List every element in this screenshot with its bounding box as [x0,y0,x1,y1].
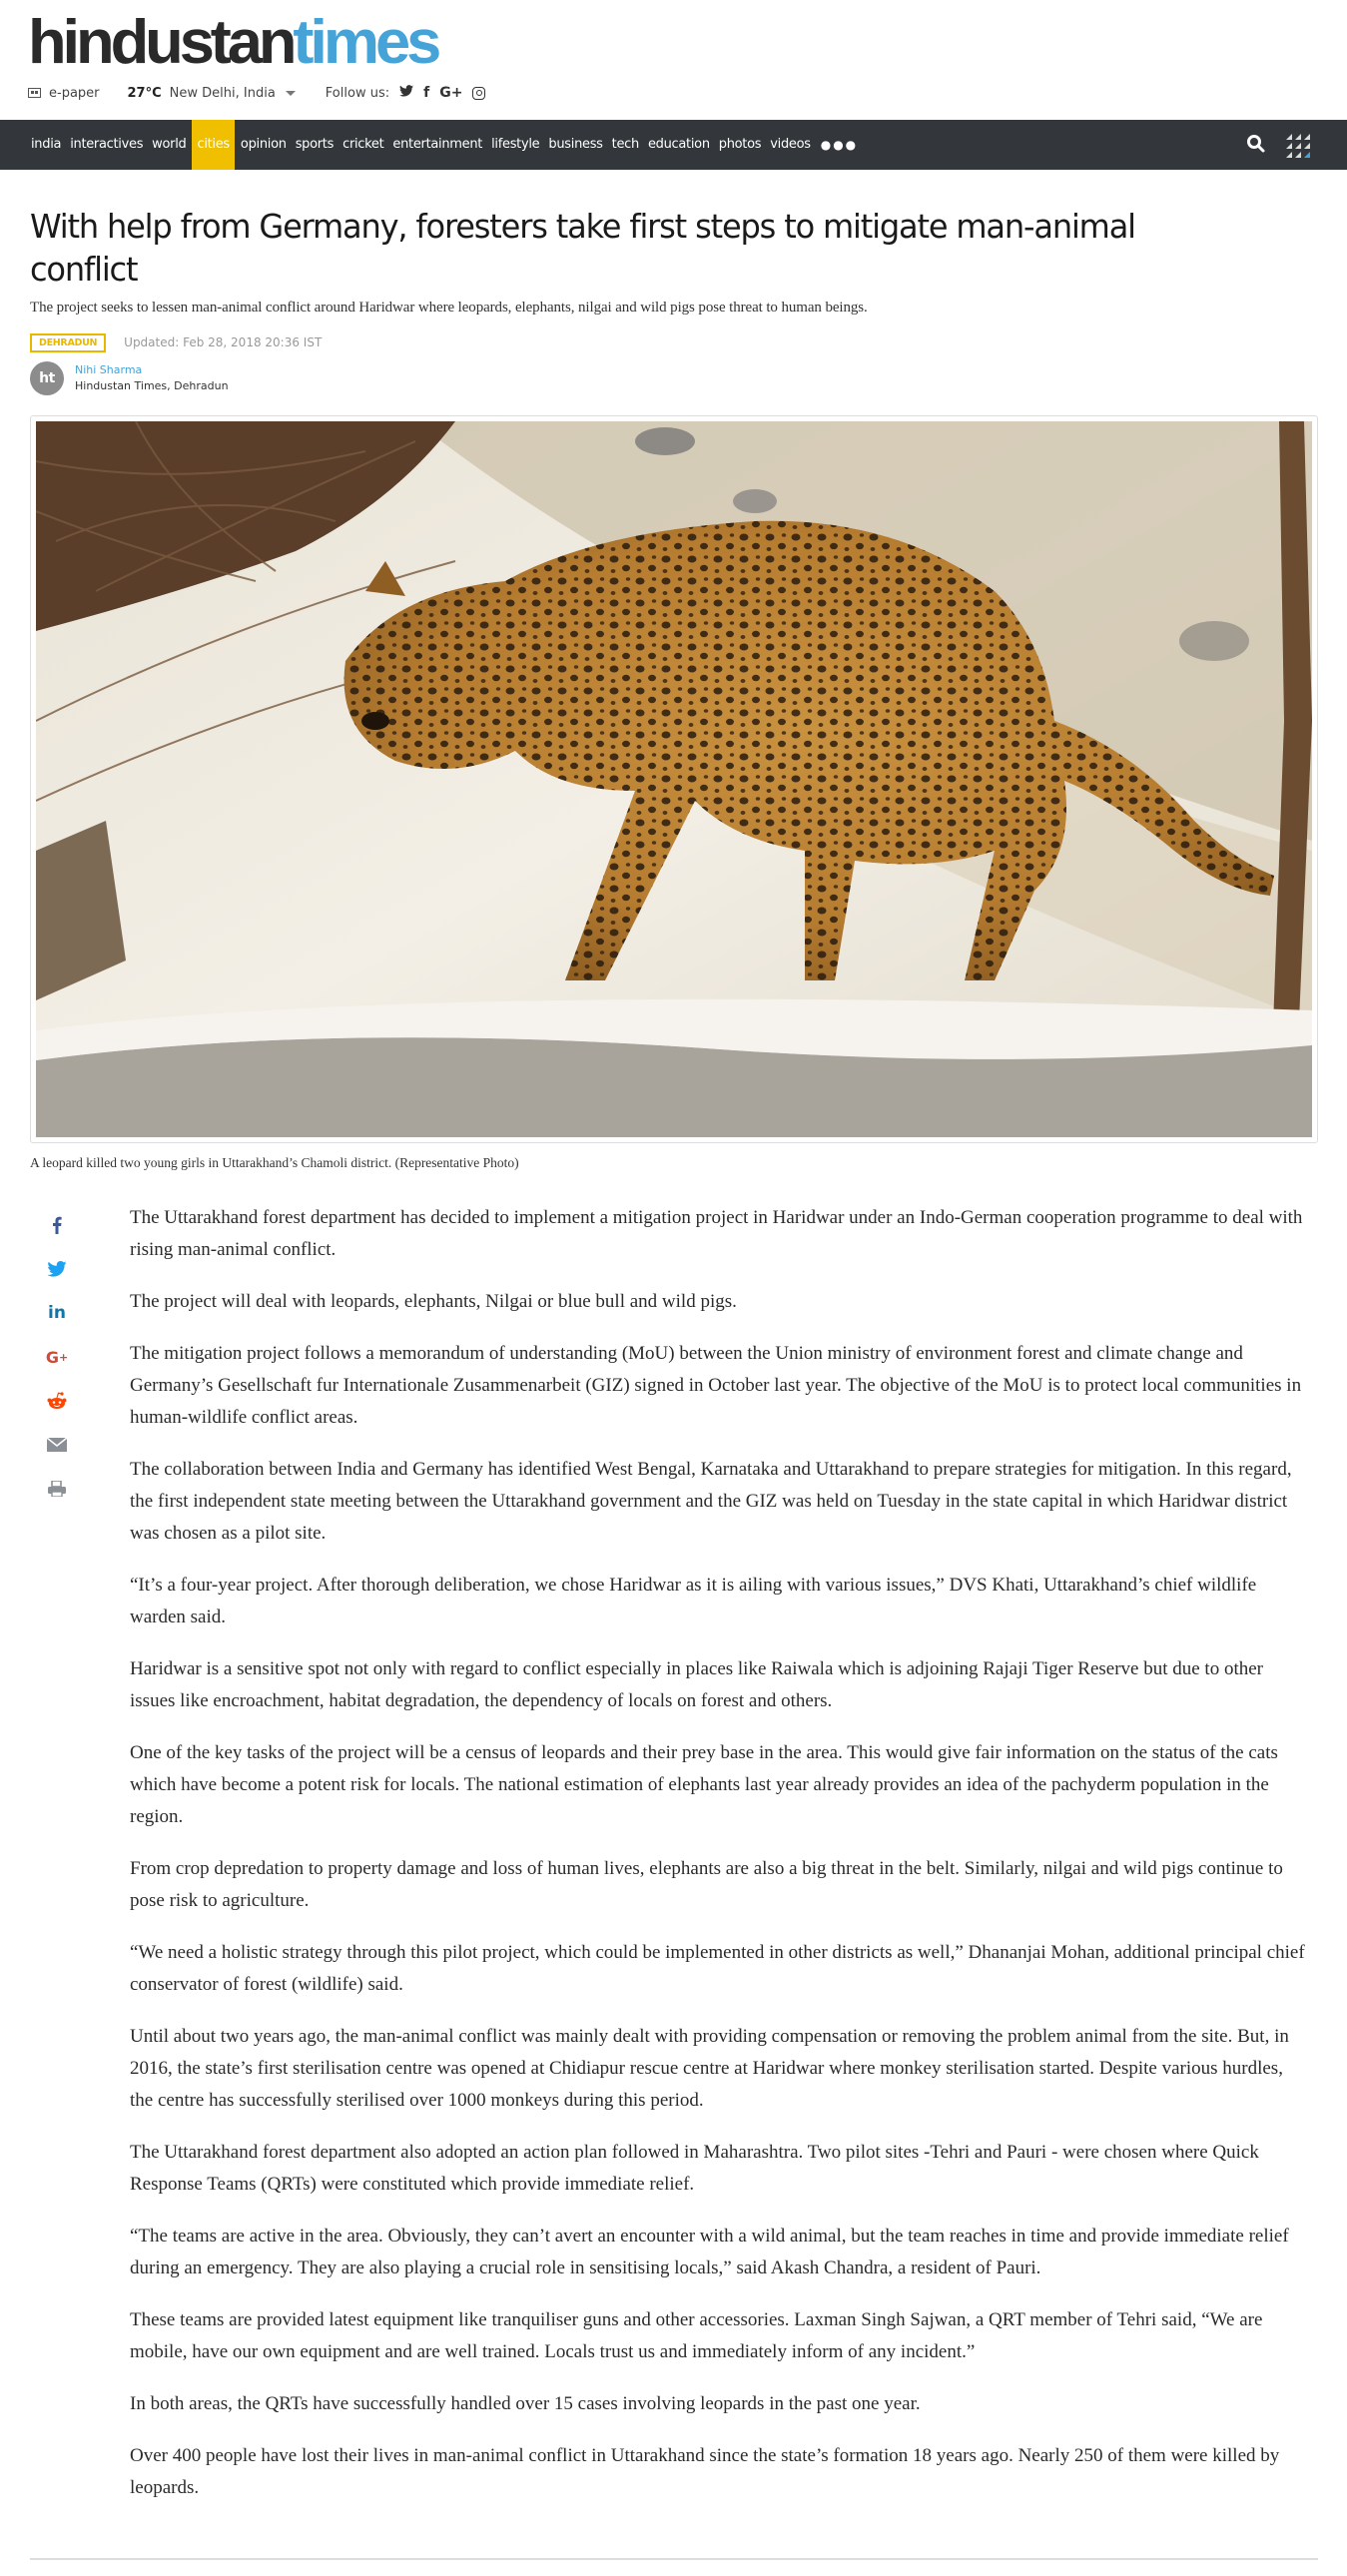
logo-hindustan: hindustan [28,8,294,77]
article-headline: With help from Germany, foresters take first steps to mitigate man-animal conflict [30,207,1135,289]
nav-item-opinion[interactable]: opinion [240,137,287,152]
author-name-link[interactable]: Nihi Sharma [75,363,143,376]
main-nav [0,120,1347,170]
nav-item-world[interactable]: world [152,137,187,152]
share-sidebar [44,1214,70,1522]
facebook-share-icon[interactable] [44,1214,70,1236]
nav-item-entertainment[interactable]: entertainment [392,137,483,152]
updated-timestamp: Updated: Feb 28, 2018 20:36 IST [124,335,323,349]
avatar: ht [30,361,64,395]
nav-item-tech[interactable]: tech [611,137,639,152]
article-paragraph: Over 400 people have lost their lives in man-animal conflict in Uttarakhand since the state’s formation 18 years ago. Nearly 250 of them were killed by leopards. [130,2445,1280,2498]
image-caption: A leopard killed two young girls in Uttarakhand’s Chamoli district. (Representative Photo) [30,1155,519,1170]
article-paragraph: One of the key tasks of the project will be a census of leopards and their prey base in the area. This would give fair information on the status of the cats which have become a potent risk for locals. The national estimation of elephants last year already provides an idea of the pachyderm population in the region. [130,1742,1278,1827]
article-paragraph: In both areas, the QRTs have successfully handled over 15 cases involving leopards in the past one year. [130,2393,921,2414]
logo-times: times [293,8,438,77]
print-icon[interactable] [44,1478,70,1500]
more-menu-icon[interactable]: ●●● [820,138,859,152]
search-icon[interactable] [1246,134,1266,154]
epaper-link[interactable]: e-paper [49,85,100,101]
google-plus-icon[interactable]: G+ [439,85,463,101]
article-paragraph: From crop depredation to property damage and loss of human lives, elephants are also a big threat in the belt. Similarly, nilgai and wild pigs continue to pose risk to agriculture. [130,1858,1283,1911]
nav-item-videos[interactable]: videos [770,137,811,152]
article-paragraph: Haridwar is a sensitive spot not only with regard to conflict especially in places like Raiwala which is adjoining Rajaji Tiger Reserve but due to other issues like encroachment, habitat degradation, the dependency of locals on forest and others. [130,1658,1263,1711]
article-summary: The project seeks to lessen man-animal conflict around Haridwar where leopards, elephants, nilgai and wild pigs pose threat to human beings. [30,300,868,316]
utility-bar [28,82,485,104]
twitter-icon[interactable] [399,85,413,101]
reddit-share-icon[interactable] [44,1390,70,1412]
lead-image-leopard [36,421,1312,1137]
article-paragraph: The Uttarakhand forest department also adopted an action plan followed in Maharashtra. Two pilot sites -Tehri and Pauri - were chosen where Quick Response Teams (QRTs) were constituted which provide immediate relief. [130,2142,1259,2195]
article-paragraph: These teams are provided latest equipment like tranquiliser guns and other accessories. Laxman Singh Sajwan, a QRT member of Tehri said, “We are mobile, have our own equipment and are well trained. Locals trust us and immediately inform of any incident.” [130,2309,1263,2362]
nav-item-india[interactable]: india [31,137,62,152]
weather-location[interactable]: New Delhi, India [169,85,276,101]
author-info [75,362,229,394]
site-logo[interactable] [28,8,438,78]
nav-item-photos[interactable]: photos [718,137,762,152]
article-paragraph: The mitigation project follows a memorandum of understanding (MoU) between the Union ministry of environment forest and climate change and Germany’s Gesellschaft fur Internationale Zusammenarbeit (GIZ) signed in October last year. The objective of the MoU is to protect local communities in human-wildlife conflict areas. [130,1343,1302,1428]
linkedin-share-icon[interactable]: in [48,1303,66,1323]
byline [30,361,229,395]
twitter-share-icon[interactable] [44,1258,70,1280]
facebook-icon[interactable]: f [423,85,430,101]
weather-temperature: 27°C [127,85,162,101]
google-plus-share-icon[interactable]: G + [45,1347,69,1367]
article-meta [30,332,322,352]
follow-us-label: Follow us: [325,85,390,101]
nav-item-education[interactable]: education [647,137,710,152]
nav-item-business[interactable]: business [548,137,603,152]
nav-item-cricket[interactable]: cricket [342,137,384,152]
lead-image-frame [30,415,1318,1143]
article-paragraph: Until about two years ago, the man-animal conflict was mainly dealt with providing compensation or removing the problem animal from the site. But, in 2016, the state’s first sterilisation centre was opened at Chidiapur rescue centre at Haridwar where monkey sterilisation started. Despite various hurdles, the centre has successfully sterilised over 1000 monkeys during this period. [130,2026,1289,2111]
nav-item-cities[interactable]: cities [192,120,234,170]
article-paragraph: The project will deal with leopards, elephants, Nilgai or blue bull and wild pigs. [130,1291,737,1312]
article-paragraph: The collaboration between India and Germany has identified West Bengal, Karnataka and Uttarakhand to prepare strategies for mitigation. In this regard, the first independent state meeting between the Uttarakhand government and the GIZ was held on Tuesday in the state capital in which Haridwar district was chosen as a pilot site. [130,1459,1292,1544]
article-paragraph: “The teams are active in the area. Obviously, they can’t avert an encounter with a wild animal, but the team reaches in time and provide immediate relief during an emergency. They are also playing a crucial role in sensitising locals,” said Akash Chandra, a resident of Pauri. [130,2226,1289,2278]
newspaper-icon [28,88,41,98]
instagram-icon[interactable] [472,87,485,100]
article-paragraph: “We need a holistic strategy through this pilot project, which could be implemented in other districts as well,” Dhananjai Mohan, additional principal chief conservator of forest (wildlife) said. [130,1942,1305,1995]
logo-wordmark [28,8,437,78]
nav-items [28,120,858,170]
article-paragraph: “It’s a four-year project. After thorough deliberation, we chose Haridwar as it is ailing with various issues,” DVS Khati, Uttarakhand’s chief wildlife warden said. [130,1575,1257,1627]
grid-menu-icon[interactable] [1286,134,1310,158]
author-organization: Hindustan Times, Dehradun [75,379,229,392]
nav-item-interactives[interactable]: interactives [70,137,144,152]
nav-item-lifestyle[interactable]: lifestyle [491,137,540,152]
section-badge[interactable]: DEHRADUN [30,333,106,352]
divider [30,2558,1318,2560]
article-paragraph: The Uttarakhand forest department has decided to implement a mitigation project in Haridwar under an Indo-German cooperation programme to deal with rising man-animal conflict. [130,1207,1303,1260]
chevron-down-icon[interactable] [286,91,296,96]
email-share-icon[interactable] [44,1434,70,1456]
nav-item-sports[interactable]: sports [295,137,335,152]
article-body [130,1202,1308,2524]
